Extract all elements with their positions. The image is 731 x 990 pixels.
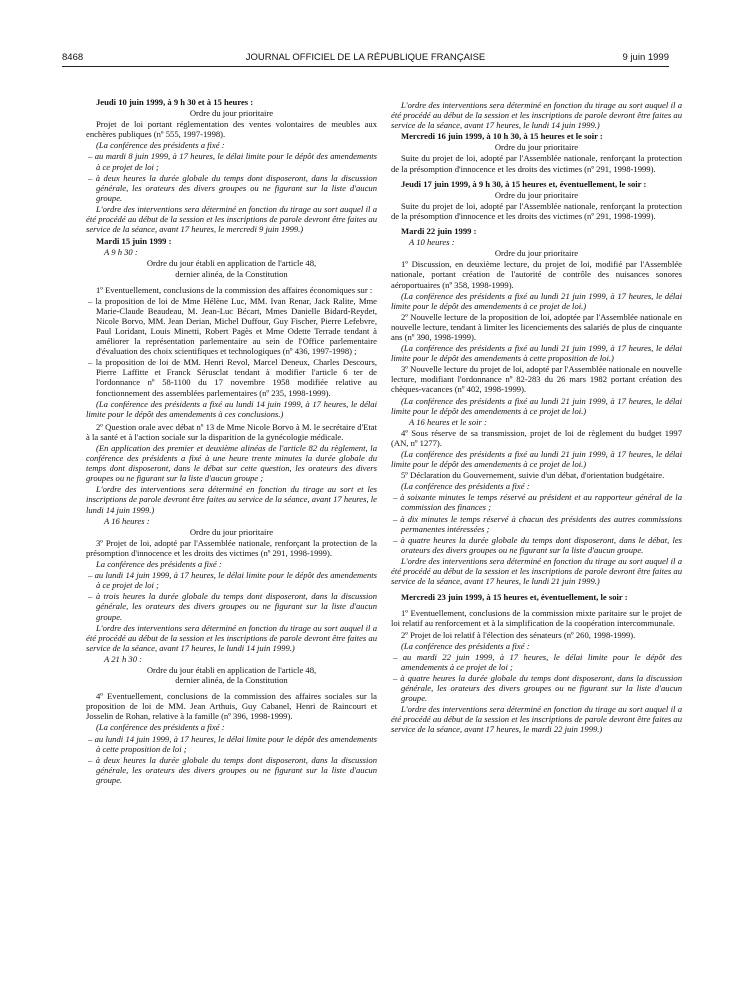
conference-note: La conférence des présidents a fixé : bbox=[96, 559, 222, 570]
dash-item: – au lundi 14 juin 1999, à 17 heures, le délai limite pour le dépôt des amendements à ce projet de loi ; bbox=[88, 570, 377, 591]
left-column bbox=[86, 97, 377, 786]
dash-item: – à dix minutes le temps réservé à chacun des présidents des autres commissions permanentes intéressées ; bbox=[393, 513, 682, 534]
header-rule bbox=[62, 66, 669, 67]
conference-note: (La conférence des présidents a fixé au lundi 21 juin 1999, à 17 heures, le délai limite pour le dépôt des amendements à ce projet de loi.) bbox=[391, 290, 682, 311]
agenda-item: 2º Question orale avec débat nº 13 de Mme Nicole Borvo à M. le secrétaire d'Etat à la santé et à l'action sociale sur la disparition de la gynécologie médicale. bbox=[86, 421, 377, 442]
page-header bbox=[62, 52, 669, 66]
section-heading: Ordre du jour prioritaire bbox=[189, 108, 274, 119]
agenda-item: 3º Nouvelle lecture du projet de loi, adopté par l'Assemblée nationale en nouvelle lecture, modifiant l'ordonnance nº 82-283 du 26 mars 1982 portant création des chèques-vacances (nº 402, 1998-1999). bbox=[391, 364, 682, 395]
issue-date: 9 juin 1999 bbox=[622, 52, 669, 63]
day-heading: Mercredi 23 juin 1999, à 15 heures et, éventuellement, le soir : bbox=[401, 592, 628, 603]
agenda-item: 1º Eventuellement, conclusions de la commission des affaires économiques sur : bbox=[96, 284, 373, 295]
time-label: A 10 heures : bbox=[409, 237, 455, 248]
agenda-item: Suite du projet de loi, adopté par l'Assemblée nationale, renforçant la protection de la présomption d'innocence et les droits des victimes (nº 291, 1998-1999). bbox=[391, 153, 682, 174]
dash-item: – à quatre heures la durée globale du temps dont disposeront, dans le débat, les orateurs des divers groupes ou ne figurant sur la liste d'aucun groupe. bbox=[393, 534, 682, 555]
agenda-item: 1º Discussion, en deuxième lecture, du projet de loi, modifié par l'Assemblée nationale, portant création de l'autorité de contrôle des nuisances sonores aéroportuaires (nº 358, 1998-1999). bbox=[391, 259, 682, 290]
section-heading: dernier alinéa, de la Constitution bbox=[175, 268, 288, 279]
dash-item: – au mardi 8 juin 1999, à 17 heures, le délai limite pour le dépôt des amendements à ce projet de loi ; bbox=[88, 151, 377, 172]
order-note: L'ordre des interventions sera déterminé en fonction du tirage au sort auquel il a été procédé au début de la session et les inscriptions de parole devront être faites au service de la séance, avant 17 heures, le lundi 14 juin 1999.) bbox=[86, 622, 377, 653]
order-note: L'ordre des interventions sera déterminé en fonction du tirage au sort auquel il a été procédé au début de la session et les inscriptions de parole devront être faites au service de la séance, avant 17 heures, le mardi 22 juin 1999.) bbox=[391, 704, 682, 735]
agenda-item: 2º Projet de loi relatif à l'élection des sénateurs (nº 260, 1998-1999). bbox=[401, 629, 636, 640]
time-label: A 16 heures : bbox=[104, 515, 150, 526]
section-heading: Ordre du jour prioritaire bbox=[494, 189, 579, 200]
journal-title: JOURNAL OFFICIEL DE LA RÉPUBLIQUE FRANÇAISE bbox=[245, 52, 486, 63]
agenda-item: 5º Déclaration du Gouvernement, suivie d'un débat, d'orientation budgétaire. bbox=[401, 470, 665, 481]
time-label: A 21 h 30 : bbox=[104, 653, 143, 664]
conference-note: (La conférence des présidents a fixé : bbox=[401, 481, 530, 492]
conference-note: (La conférence des présidents a fixé : bbox=[401, 640, 530, 651]
day-heading: Jeudi 10 juin 1999, à 9 h 30 et à 15 heures : bbox=[96, 97, 254, 107]
order-note: L'ordre des interventions sera déterminé en fonction du tirage au sort auquel il a été procédé au début de la session et les inscriptions de parole devront être faites au service de la séance, avant 17 heures, le mercredi 9 juin 1999.) bbox=[86, 203, 377, 235]
agenda-item: 3º Projet de loi, adopté par l'Assemblée nationale, renforçant la protection de la présomption d'innocence et les droits des victimes (nº 291, 1998-1999). bbox=[86, 537, 377, 558]
order-note: L'ordre des interventions sera déterminé en fonction du tirage au sort auquel il a été procédé au début de la session et les inscriptions de parole devront être faites au service de la séance, avant 17 heures, le lundi 21 juin 1999.) bbox=[391, 555, 682, 587]
dash-item: – au lundi 14 juin 1999, à 17 heures, le délai limite pour le dépôt des amendements à cette proposition de loi ; bbox=[88, 733, 377, 754]
agenda-item: 2º Nouvelle lecture de la proposition de loi, adoptée par l'Assemblée nationale en nouvelle lecture, tendant à limiter les licenciements des salariés de plus de cinquante ans (nº 390, 1998-1999). bbox=[391, 311, 682, 342]
time-label: A 16 heures et le soir : bbox=[409, 416, 487, 427]
day-heading: Mardi 15 juin 1999 : bbox=[96, 236, 172, 247]
conference-note: (En application des premier et deuxième alinéas de l'article 82 du règlement, la conférence des présidents a fixé à une heure trente minutes la durée globale du temps dont disposeront, dans le débat sur cette question, les orateurs des divers groupes ou ne figurant sur la liste d'aucun groupe ; bbox=[86, 443, 377, 484]
agenda-item: 4º Sous réserve de sa transmission, projet de loi de règlement du budget 1997 (AN, nº 1277). bbox=[391, 427, 682, 448]
dash-item: – au mardi 22 juin 1999, à 17 heures, le délai limite pour le dépôt des amendements à ce projet de loi ; bbox=[393, 651, 682, 672]
section-heading: Ordre du jour établi en application de l'article 48, bbox=[146, 258, 317, 269]
conference-note: (La conférence des présidents a fixé : bbox=[96, 140, 225, 151]
conference-note: (La conférence des présidents a fixé au lundi 21 juin 1999, à 17 heures, le délai limite pour le dépôt des amendements à cette proposition de loi.) bbox=[391, 343, 682, 364]
dash-item: – à deux heures la durée globale du temps dont disposeront, dans la discussion générale, les orateurs des divers groupes ou ne figurant sur la liste d'aucun groupe. bbox=[88, 172, 377, 203]
right-column bbox=[391, 100, 682, 735]
section-heading: Ordre du jour prioritaire bbox=[494, 248, 579, 259]
dash-item: – à quatre heures la durée globale du temps dont disposeront, dans la discussion générale, les orateurs des divers groupes ou ne figurant sur la liste d'aucun groupe. bbox=[393, 672, 682, 704]
dash-item: – à soixante minutes le temps réservé au président et au rapporteur général de la commission des finances ; bbox=[393, 492, 682, 513]
section-heading: Ordre du jour prioritaire bbox=[494, 142, 579, 153]
day-heading: Mardi 22 juin 1999 : bbox=[401, 226, 477, 237]
section-heading: Ordre du jour établi en application de l'article 48, bbox=[146, 664, 317, 675]
page-number: 8468 bbox=[62, 52, 84, 63]
conference-note: (La conférence des présidents a fixé au lundi 21 juin 1999, à 17 heures, le délai limite pour le dépôt des amendements à ce projet de loi.) bbox=[391, 395, 682, 416]
dash-item: – à trois heures la durée globale du temps dont disposeront, dans la discussion générale, les orateurs des divers groupes ou ne figurant sur la liste d'aucun groupe. bbox=[88, 591, 377, 622]
day-heading: Mercredi 16 juin 1999, à 10 h 30, à 15 heures et le soir : bbox=[401, 131, 603, 142]
order-note: L'ordre des interventions sera déterminé en fonction du tirage au sort auquel il a été procédé au début de la session et les inscriptions de parole devront être faites au service de la séance, avant 17 heures, le lundi 14 juin 1999.) bbox=[391, 100, 682, 131]
conference-note: (La conférence des présidents a fixé : bbox=[96, 722, 225, 733]
conference-note: (La conférence des présidents a fixé au lundi 21 juin 1999, à 17 heures, le délai limite pour le dépôt des amendements à ce projet de loi.) bbox=[391, 449, 682, 470]
agenda-item: 4º Eventuellement, conclusions de la commission des affaires sociales sur la proposition de loi de MM. Jean Arthuis, Guy Cabanel, Henri de Raincourt et Josselin de Rohan, relative à la famille (nº 396, 1998-1999). bbox=[86, 691, 377, 722]
section-heading: dernier alinéa, de la Constitution bbox=[175, 675, 288, 686]
order-note: L'ordre des interventions sera déterminé en fonction du tirage au sort et les inscriptions de parole devront être faites au service de la séance, avant 17 heures, le lundi 14 juin 1999.) bbox=[86, 484, 377, 515]
time-label: A 9 h 30 : bbox=[104, 247, 138, 258]
dash-item: – la proposition de loi de Mme Hélène Luc, MM. Ivan Renar, Jack Ralite, Mme Marie-Claude Beaudeau, M. Jean-Luc Bécart, Mmes Danielle Bidard-Reydet, Nicole Borvo, MM. Jean Derian, Michel Duffour, Guy Fischer, Pierre Lefebvre, Paul Loridant, Louis Minetti, Robert Pagès et Mme Odette Terrade tendant à améliorer la représentation parlementaire au sein de l'Office parlementaire d'évaluation des choix scientifiques et technologiques (nº 436, 1997-1998) ; bbox=[88, 295, 377, 357]
agenda-item: Suite du projet de loi, adopté par l'Assemblée nationale, renforçant la protection de la présomption d'innocence et les droits des victimes (nº 291, 1998-1999). bbox=[391, 200, 682, 221]
dash-item: – la proposition de loi de MM. Henri Revol, Marcel Deneux, Charles Descours, Pierre Laffitte et Franck Sérusclat tendant à modifier l'article 6 ter de l'ordonnance nº 58-1100 du 17 novembre 1958 modifiée relative au fonctionnement des assemblées parlementaires (nº 235, 1998-1999). bbox=[88, 357, 377, 398]
section-heading: Ordre du jour prioritaire bbox=[189, 526, 274, 537]
conference-note: (La conférence des présidents a fixé au lundi 14 juin 1999, à 17 heures, le délai limite pour le dépôt des amendements à ces conclusions.) bbox=[86, 398, 377, 419]
agenda-item: Projet de loi portant réglementation des ventes volontaires de meubles aux enchères publiques (nº 555, 1997-1998). bbox=[86, 119, 377, 140]
agenda-item: 1º Eventuellement, conclusions de la commission mixte paritaire sur le projet de loi relatif au renforcement et à la simplification de la coopération intercommunale. bbox=[391, 608, 682, 629]
day-heading: Jeudi 17 juin 1999, à 9 h 30, à 15 heures et, éventuellement, le soir : bbox=[401, 178, 647, 189]
dash-item: – à deux heures la durée globale du temps dont disposeront, dans la discussion générale, les orateurs des divers groupes ou ne figurant sur la liste d'aucun groupe. bbox=[88, 754, 377, 785]
